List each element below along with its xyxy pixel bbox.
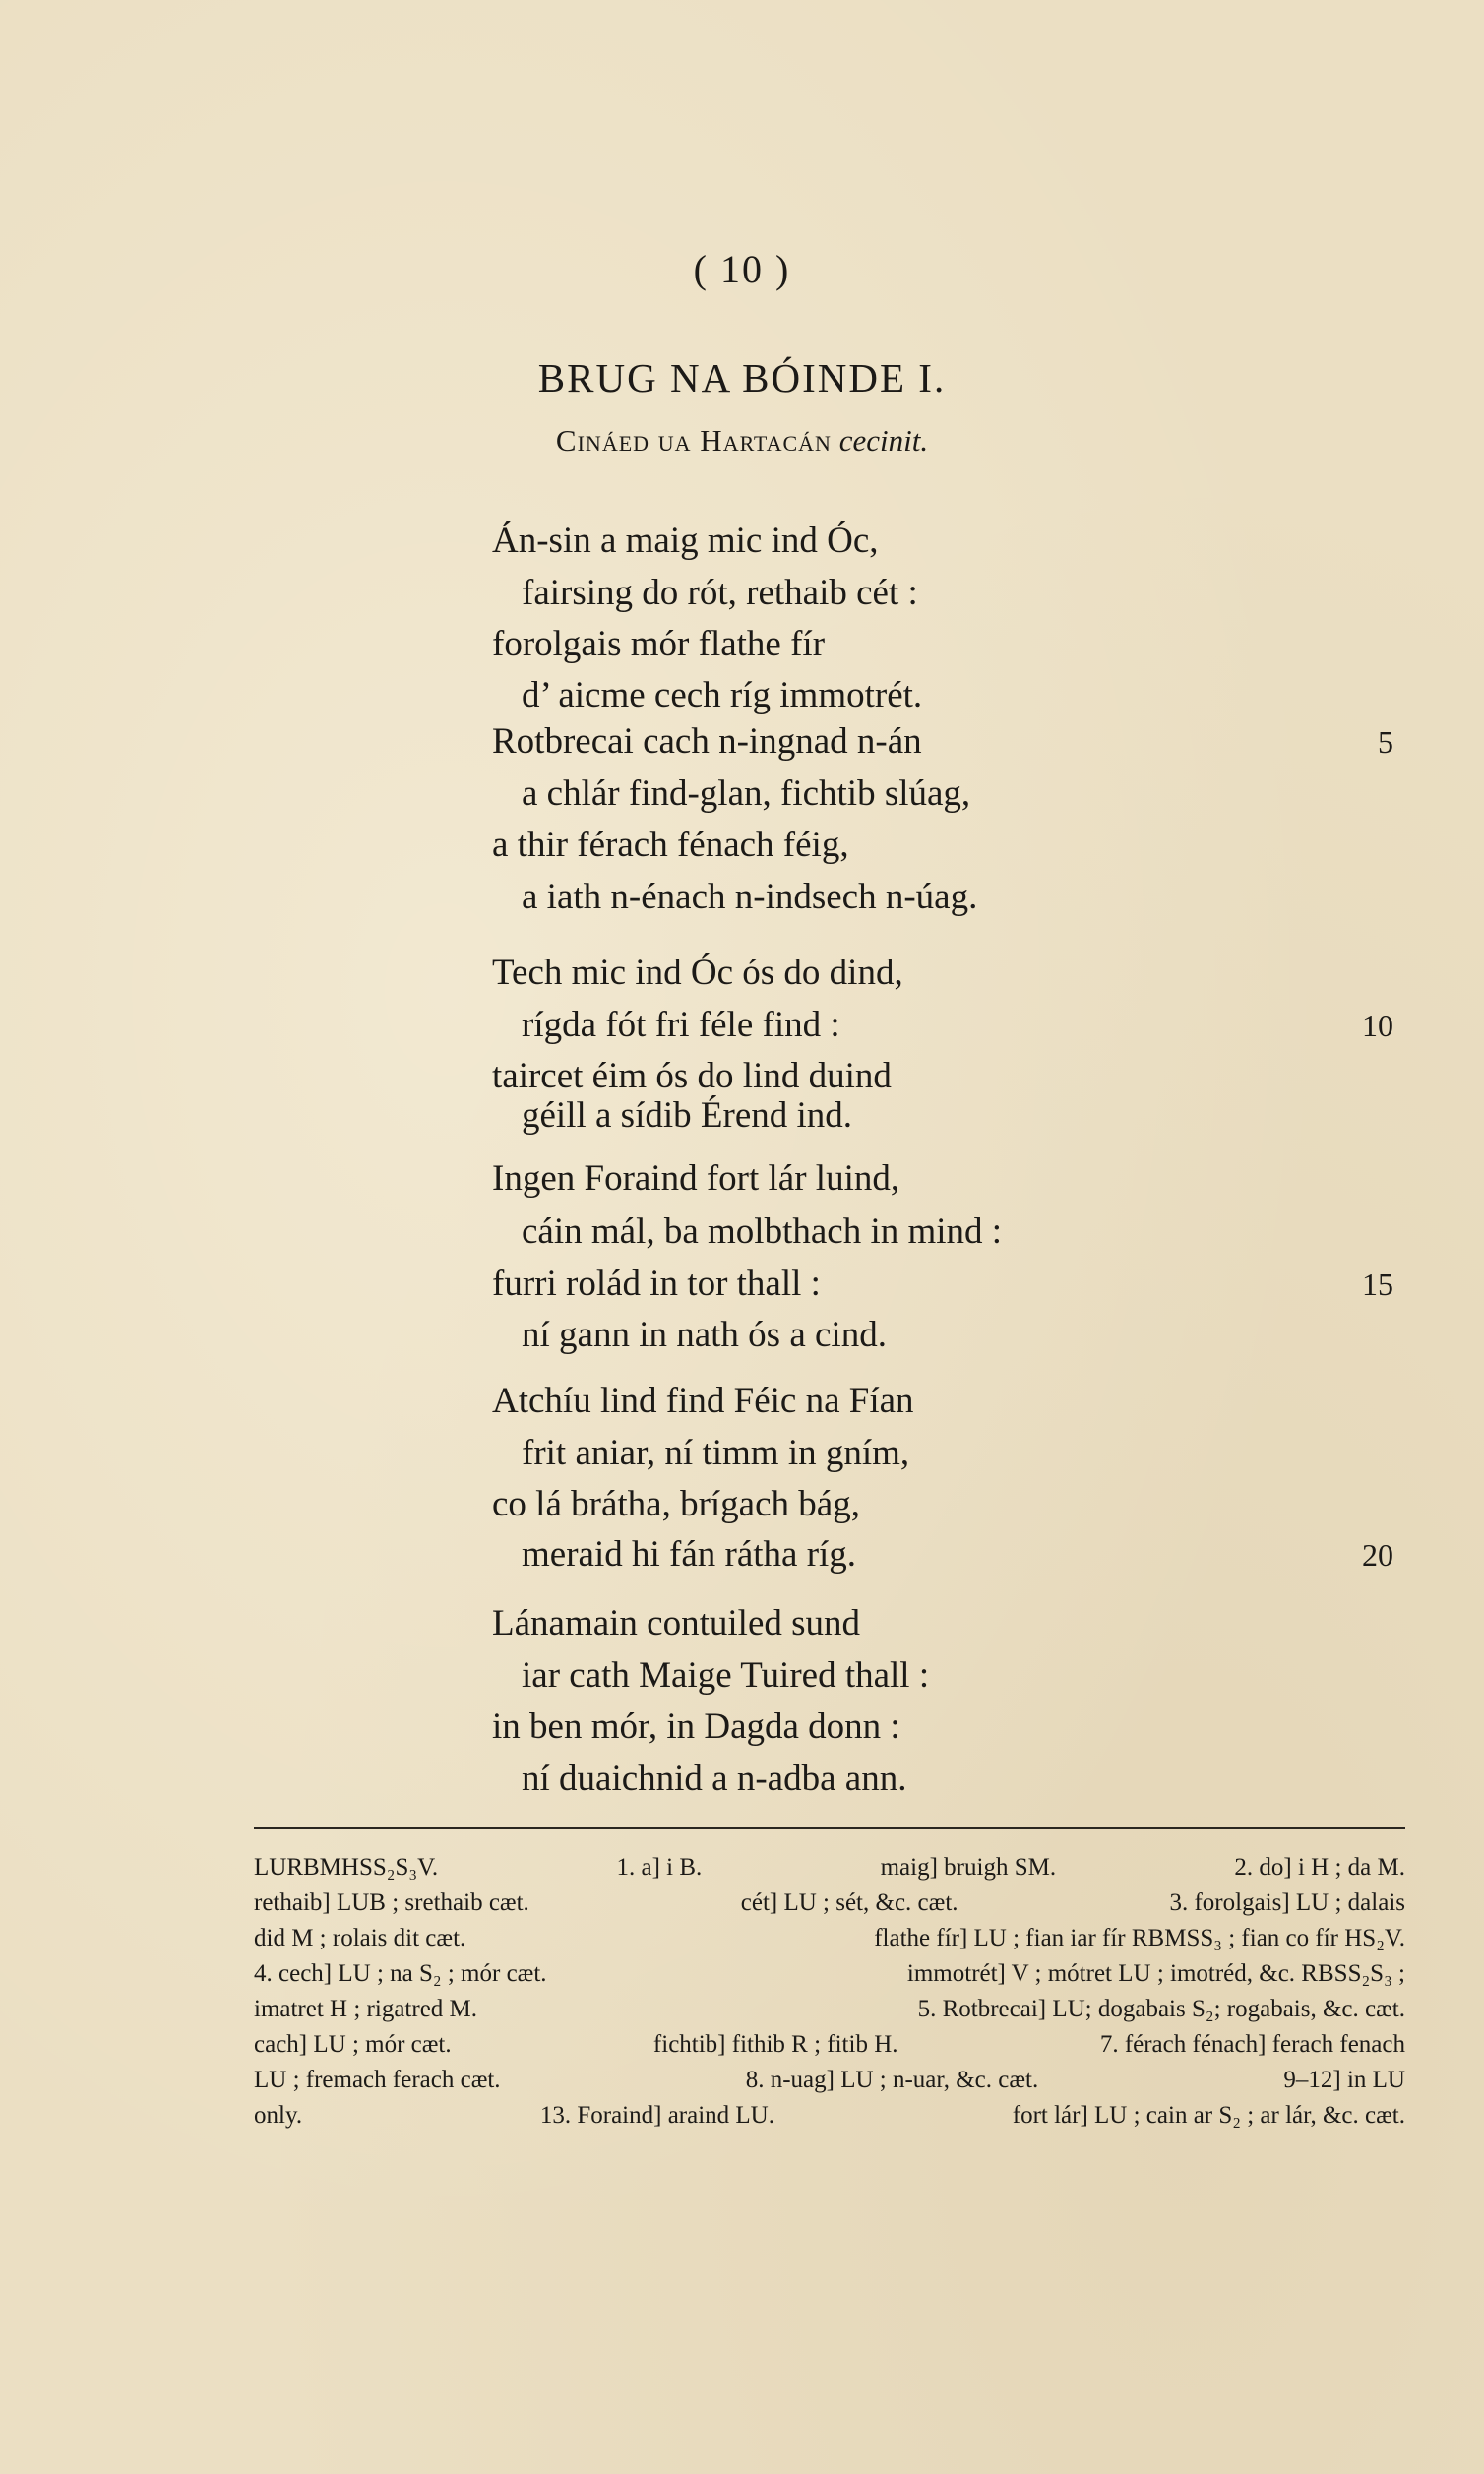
footnote-segment: cach] LU ; mór cæt.: [254, 2031, 452, 2058]
poem-line: forolgais mór flathe fír: [492, 624, 826, 664]
attribution-verb: cecinit.: [838, 423, 929, 458]
poem-line: Án-sin a maig mic ind Óc,: [492, 521, 879, 561]
poem-line: Lánamain contuiled sund: [492, 1603, 861, 1643]
poem-title: BRUG NA BÓINDE I.: [537, 355, 947, 401]
footnote-segment: maig] bruigh SM.: [880, 1854, 1057, 1881]
poem-line: a iath n-énach n-indsech n-úag.: [522, 877, 978, 917]
poem-line: in ben mór, in Dagda donn :: [492, 1706, 900, 1747]
footnote-divider: [254, 1827, 1405, 1829]
footnote-line: [254, 1921, 1405, 1956]
poem-line: taircet éim ós do lind duind: [492, 1056, 892, 1096]
footnote-line: [254, 1956, 1405, 1992]
footnote-line: [254, 2063, 1405, 2098]
footnote-segment: LURBMHSS₂S₃V.: [254, 1854, 439, 1881]
footnote-segment: imatret H ; rigatred M.: [254, 1996, 478, 2022]
footnote-segment: flathe fír] LU ; fian iar fír RBMSS₃ ; fian co fír HS₂V.: [874, 1925, 1405, 1951]
footnote-segment: 1. a] i B.: [616, 1854, 703, 1881]
footnote-segment: fort lár] LU ; cain ar S₂ ; ar lár, &c. cæt.: [1012, 2102, 1405, 2129]
poem-line: a chlár find-glan, fichtib slúag,: [522, 773, 971, 814]
attribution-author: Cináed ua Hartacán: [555, 423, 832, 458]
footnote-segment: did M ; rolais dit cæt.: [254, 1925, 466, 1951]
footnote-segment: only.: [254, 2102, 303, 2129]
footnote-segment: 7. férach fénach] ferach fenach: [1099, 2031, 1405, 2058]
footnote-segment: cét] LU ; sét, &c. cæt.: [740, 1889, 958, 1916]
line-number: 15: [1362, 1267, 1393, 1302]
footnote-segment: 13. Foraind] araind LU.: [539, 2102, 774, 2129]
poem-line: co lá brátha, brígach bág,: [492, 1484, 860, 1524]
footnote-line: [254, 1992, 1405, 2027]
footnote-segment: LU ; fremach ferach cæt.: [254, 2067, 501, 2093]
footnote-line: [254, 2098, 1405, 2134]
line-number: 20: [1362, 1537, 1393, 1573]
footnote-line: [254, 1850, 1405, 1886]
footnote-segment: immotrét] V ; mótret LU ; imotréd, &c. RBSS₂S₃ ;: [906, 1960, 1405, 1987]
poem-line: rígda fót fri féle find :: [522, 1005, 840, 1045]
poem-line: Rotbrecai cach n-ingnad n-án: [492, 721, 922, 762]
poem-line: Ingen Foraind fort lár luind,: [492, 1158, 900, 1199]
footnote-segment: 8. n-uag] LU ; n-uar, &c. cæt.: [745, 2067, 1039, 2093]
footnote-segment: 5. Rotbrecai] LU; dogabais S₂; rogabais, &c. cæt.: [917, 1996, 1405, 2022]
footnote-segment: 3. forolgais] LU ; dalais: [1169, 1889, 1405, 1916]
page-number: ( 10 ): [693, 247, 791, 291]
footnote-line: [254, 2027, 1405, 2063]
footnote-segment: rethaib] LUB ; srethaib cæt.: [254, 1889, 529, 1916]
footnote-segment: 9–12] in LU: [1283, 2067, 1405, 2093]
footnote-segment: 2. do] i H ; da M.: [1234, 1854, 1405, 1881]
poem-line: fairsing do rót, rethaib cét :: [522, 573, 918, 613]
footnote-segment: 4. cech] LU ; na S₂ ; mór cæt.: [254, 1960, 547, 1987]
poem-line: meraid hi fán rátha ríg.: [522, 1534, 857, 1575]
footnote-segment: fichtib] fithib R ; fitib H.: [652, 2031, 898, 2058]
poem-line: cáin mál, ba molbthach in mind :: [522, 1211, 1003, 1252]
attribution: [0, 423, 1484, 459]
poem-line: ní duaichnid a n-adba ann.: [522, 1759, 907, 1799]
poem-line: Atchíu lind find Féic na Fían: [492, 1381, 914, 1421]
poem-line: ní gann in nath ós a cind.: [522, 1315, 887, 1355]
footnote-line: [254, 1886, 1405, 1921]
footnotes: [254, 1850, 1405, 2134]
poem-line: géill a sídib Érend ind.: [522, 1095, 853, 1136]
poem-line: frit aniar, ní timm in gním,: [522, 1433, 910, 1473]
line-number: 5: [1378, 724, 1393, 760]
poem-line: Tech mic ind Óc ós do dind,: [492, 953, 903, 993]
poem-line: a thir férach fénach féig,: [492, 825, 849, 865]
poem-line: furri rolád in tor thall :: [492, 1264, 821, 1304]
line-number: 10: [1362, 1008, 1393, 1043]
poem-line: d’ aicme cech ríg immotrét.: [522, 675, 923, 715]
poem-line: iar cath Maige Tuired thall :: [522, 1655, 930, 1696]
